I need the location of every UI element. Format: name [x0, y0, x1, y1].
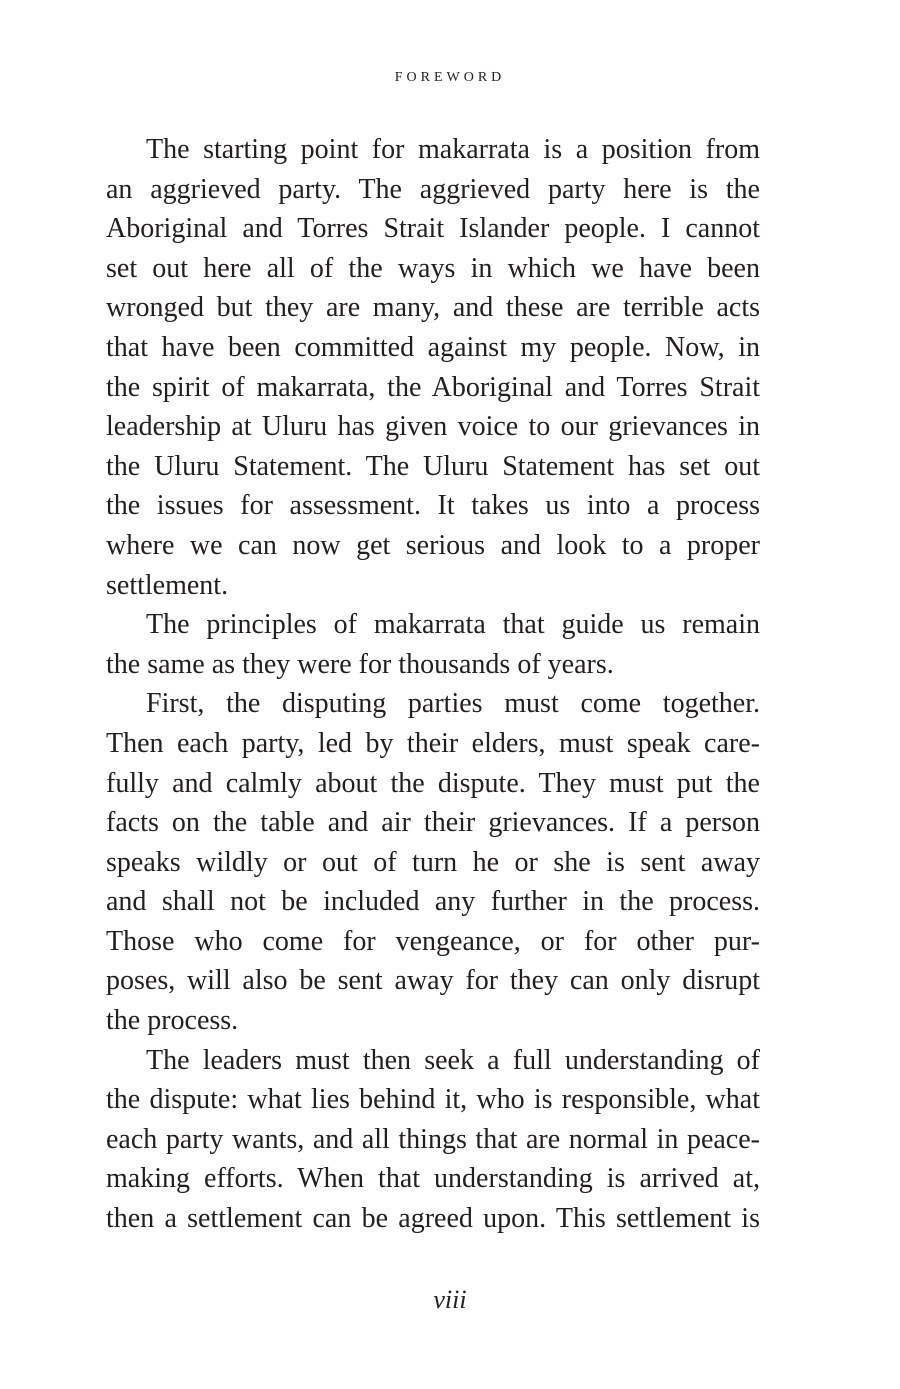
text-line: the spirit of makarrata, the Aboriginal and Torres Strait — [106, 371, 760, 403]
text-line: settlement. — [106, 569, 229, 601]
text-line: the same as they were for thousands of years. — [106, 648, 614, 680]
paragraph — [106, 684, 760, 1040]
text-line: the process. — [106, 1005, 239, 1037]
text-line: the dispute: what lies behind it, who is responsible, what — [106, 1084, 760, 1116]
text-line: Those who come for vengeance, or for other pur- — [106, 925, 760, 957]
text-line: the issues for assessment. It takes us into a process — [106, 490, 760, 522]
text-line: the Uluru Statement. The Uluru Statement has set out — [106, 450, 760, 482]
body-text — [106, 130, 760, 1239]
text-line: and shall not be included any further in the process. — [106, 886, 760, 918]
paragraph — [106, 1041, 760, 1239]
text-line: poses, will also be sent away for they can only disrupt — [106, 965, 760, 997]
text-line: First, the disputing parties must come together. — [146, 688, 760, 720]
page-number: viii — [433, 1285, 467, 1314]
text-line: each party wants, and all things that are normal in peace- — [106, 1123, 760, 1155]
text-line: The starting point for makarrata is a position from — [146, 134, 760, 165]
text-line: wronged but they are many, and these are terrible acts — [106, 292, 760, 324]
text-line: Then each party, led by their elders, must speak care- — [106, 727, 760, 759]
text-line: The leaders must then seek a full understanding of — [146, 1044, 760, 1076]
text-line: leadership at Uluru has given voice to our grievances in — [106, 411, 760, 443]
text-line: set out here all of the ways in which we have been — [106, 252, 760, 284]
text-line: an aggrieved party. The aggrieved party here is the — [106, 173, 760, 205]
running-header: FOREWORD — [394, 70, 506, 85]
paragraph — [106, 130, 760, 605]
text-line: speaks wildly or out of turn he or she is sent away — [106, 846, 760, 878]
text-line: fully and calmly about the dispute. They must put the — [106, 767, 760, 799]
text-line: Aboriginal and Torres Strait Islander people. I cannot — [106, 213, 760, 245]
text-line: that have been committed against my people. Now, in — [106, 331, 760, 363]
text-line: then a settlement can be agreed upon. This settlement is — [106, 1203, 760, 1235]
paragraph — [106, 605, 760, 684]
text-line: where we can now get serious and look to a proper — [106, 529, 760, 561]
text-line: making efforts. When that understanding is arrived at, — [106, 1163, 760, 1195]
text-line: The principles of makarrata that guide us remain — [146, 609, 760, 641]
text-line: facts on the table and air their grievances. If a person — [106, 807, 760, 839]
